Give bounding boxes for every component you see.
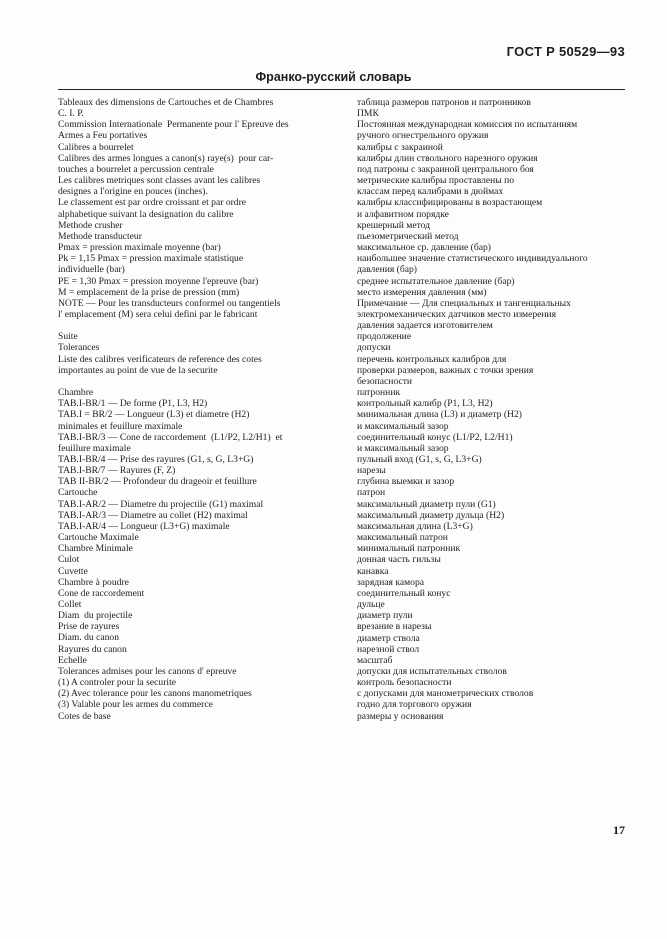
russian-term-line: патрон (357, 487, 386, 499)
russian-terms-column (357, 97, 609, 722)
french-term-line: Les calibres metriques sont classes avant les calibres (58, 175, 261, 187)
page-number: 17 (613, 823, 625, 837)
french-term-line: TAB.I-BR/3 — Cone de raccordement (L1/P2, L2/H1) et (58, 431, 283, 443)
french-term-line: Prise de rayures (58, 621, 120, 633)
russian-term-line: наибольшее значение статистического индивидуального (357, 253, 588, 265)
russian-term-line: среднее испытательное давление (бар) (357, 275, 515, 287)
french-term-line: PE = 1,30 Pmax = pression moyenne l'epreuve (bar) (58, 275, 259, 287)
french-term-line: Cuvette (58, 565, 88, 577)
french-term-line: (1) A controler pour la securite (58, 677, 177, 689)
russian-term-line: нарезной ствол (357, 643, 420, 655)
french-term-line: Armes a Feu portatives (58, 130, 148, 142)
french-term-line: Cotes de base (58, 710, 111, 722)
page-title: Франко-русский словарь (255, 70, 412, 84)
russian-term-line: максимальный патрон (357, 532, 448, 544)
french-term-line: Le classement est par ordre croissant et par ordre (58, 197, 247, 209)
russian-term-line: соединительный конус (L1/P2, L2/H1) (357, 431, 513, 443)
russian-term-line: калибры классифицированы в возрастающем (357, 197, 543, 209)
french-term-line: Chambre Minimale (58, 543, 133, 555)
russian-term-line: максимальное ср. давление (бар) (357, 242, 491, 254)
french-term-line: TAB II-BR/2 — Profondeur du drageoir et feuillure (58, 476, 257, 488)
french-term-line: NOTE — Pour les transducteurs conformel ou tangentiels (58, 297, 281, 309)
russian-term-line: ПМК (357, 108, 379, 120)
french-term-line: designes a l'origine en pouces (inches). (58, 186, 208, 198)
russian-term-line: контрольный калибр (P1, L3, H2) (357, 398, 493, 410)
french-term-line: TAB.I-BR/7 — Rayures (F, Z) (58, 465, 176, 477)
russian-term-line: и максимальный зазор (357, 442, 449, 454)
french-term-line: Methode transducteur (58, 230, 142, 242)
russian-term-line: перечень контрольных калибров для (357, 353, 507, 365)
french-term-line: Rayures du canon (58, 643, 127, 655)
russian-term-line: контроль безопасности (357, 677, 452, 689)
french-term-line: C. I. P. (58, 108, 84, 120)
french-term-line: importantes au point de vue de la securite (58, 364, 218, 376)
russian-term-line: годно для торгового оружия (357, 699, 472, 711)
russian-term-line: калибры с закраиной (357, 141, 443, 153)
russian-term-line: Постоянная международная комиссия по испытаниям (357, 119, 578, 131)
russian-term-line: нарезы (357, 465, 386, 477)
french-term-line: Diam. du canon (58, 632, 120, 644)
french-term-line: alphabetique suivant la designation du calibre (58, 208, 234, 220)
french-term-line: l' emplacement (M) sera celui defini par le fabricant (58, 308, 258, 320)
french-term-line: Collet (58, 599, 82, 610)
russian-term-line: допуски (357, 342, 391, 354)
russian-term-line: Примечание — Для специальных и тангенциальных (357, 297, 571, 309)
russian-term-line: масштаб (357, 654, 393, 666)
blank-line (58, 376, 330, 387)
russian-term-line: ручного огнестрельного оружия (357, 130, 489, 142)
russian-term-line: таблица размеров патронов и патронников (357, 97, 531, 108)
french-term-line: M = emplacement de la prise de pression (mm) (58, 286, 240, 298)
russian-term-line: пульный вход (G1, s, G, L3+G) (357, 454, 482, 465)
russian-term-line: максимальный диаметр дульца (H2) (357, 509, 505, 521)
french-terms-column (58, 97, 330, 722)
russian-term-line: допуски для испытательных стволов (357, 665, 507, 677)
french-term-line: Liste des calibres verificateurs de reference des cotes (58, 353, 262, 365)
french-term-line: Calibres a bourrelet (58, 141, 134, 153)
russian-term-line: диаметр пули (357, 610, 413, 622)
french-term-line: Culot (58, 554, 80, 566)
russian-term-line: максимальная длина (L3+G) (357, 520, 473, 532)
russian-term-line: глубина выемки и зазор (357, 476, 455, 488)
russian-term-line: патронник (357, 387, 401, 399)
russian-term-line: и максимальный зазор (357, 420, 449, 432)
french-term-line: TAB.I-BR/1 — De forme (P1, L3, H2) (58, 398, 208, 410)
french-term-line: (3) Valable pour les armes du commerce (58, 699, 213, 711)
russian-term-line: давления (бар) (357, 264, 417, 276)
russian-term-line: электромеханических датчиков место измерения (357, 308, 557, 320)
title-divider (58, 89, 625, 90)
russian-term-line: максимальный диаметр пули (G1) (357, 498, 496, 510)
russian-term-line: продолжение (357, 331, 412, 343)
russian-term-line: место измерения давления (мм) (357, 286, 487, 298)
russian-term-line: минимальная длина (L3) и диаметр (H2) (357, 409, 522, 421)
french-term-line: touches a bourrelet a percussion centrale (58, 163, 214, 175)
russian-term-line: минимальный патронник (357, 543, 461, 555)
french-term-line: Tolerances (58, 342, 100, 354)
russian-term-line: с допусками для манометрических стволов (357, 688, 534, 700)
french-term-line: Methode crusher (58, 219, 123, 231)
french-term-line: individuelle (bar) (58, 264, 125, 276)
french-term-line: TAB.I-AR/4 — Longueur (L3+G) maximale (58, 520, 230, 532)
french-term-line: minimales et feuillure maximale (58, 420, 183, 432)
russian-term-line: давления задается изготовителем (357, 320, 493, 332)
french-term-line: Cone de raccordement (58, 587, 145, 599)
french-term-line: Pmax = pression maximale moyenne (bar) (58, 242, 221, 254)
russian-term-line: канавка (357, 565, 389, 577)
french-term-line: Echelle (58, 654, 87, 666)
french-term-line: Tableaux des dimensions de Cartouches et de Chambres (58, 97, 274, 108)
french-term-line: Commission Internationale Permanente pour l' Epreuve des (58, 119, 289, 131)
russian-term-line: дульце (357, 599, 385, 611)
french-term-line: feuillure maximale (58, 442, 131, 454)
french-term-line: TAB.I-AR/3 — Diametre au collet (H2) maximal (58, 509, 248, 521)
blank-line (58, 320, 330, 331)
french-term-line: Chambre (58, 387, 94, 399)
russian-term-line: крешерный метод (357, 219, 431, 231)
russian-term-line: зарядная камора (357, 576, 425, 588)
russian-term-line: врезание в нарезы (357, 621, 432, 633)
french-term-line: Diam du projectile (58, 610, 133, 622)
russian-term-line: и алфавитном порядке (357, 208, 449, 220)
document-id: ГОСТ Р 50529—93 (506, 44, 625, 59)
russian-term-line: безопасности (357, 375, 413, 387)
french-term-line: Cartouche (58, 487, 98, 499)
russian-term-line: соединительный конус (357, 587, 451, 599)
french-term-line: (2) Avec tolerance pour les canons manometriques (58, 688, 252, 700)
french-term-line: Pk = 1,15 Pmax = pression maximale statistique (58, 253, 244, 265)
french-term-line: TAB.I = BR/2 — Longueur (L3) et diametre (H2) (58, 409, 250, 421)
french-term-line: TAB.I-AR/2 — Diametre du projectile (G1) maximal (58, 498, 264, 510)
russian-term-line: размеры у основания (357, 710, 444, 722)
french-term-line: Tolerances admises pour les canons d' epreuve (58, 665, 237, 677)
russian-term-line: метрические калибры проставлены по (357, 175, 515, 187)
french-term-line: TAB.I-BR/4 — Prise des rayures (G1, s, G, L3+G) (58, 453, 254, 465)
russian-term-line: классам перед калибрами в дюймах (357, 186, 504, 198)
french-term-line: Calibres des armes longues a canon(s) raye(s) pour car- (58, 152, 274, 164)
french-term-line: Suite (58, 331, 78, 343)
russian-term-line: диаметр ствола (357, 632, 420, 644)
french-term-line: Chambre à poudre (58, 576, 129, 588)
russian-term-line: пьезометрический метод (357, 230, 459, 242)
russian-term-line: под патроны с закраиной центрального боя (357, 163, 534, 175)
russian-term-line: проверки размеров, важных с точки зрения (357, 364, 534, 376)
russian-term-line: калибры длин ствольного нарезного оружия (357, 152, 538, 164)
french-term-line: Cartouche Maximale (58, 532, 139, 544)
russian-term-line: донная часть гильзы (357, 554, 441, 566)
